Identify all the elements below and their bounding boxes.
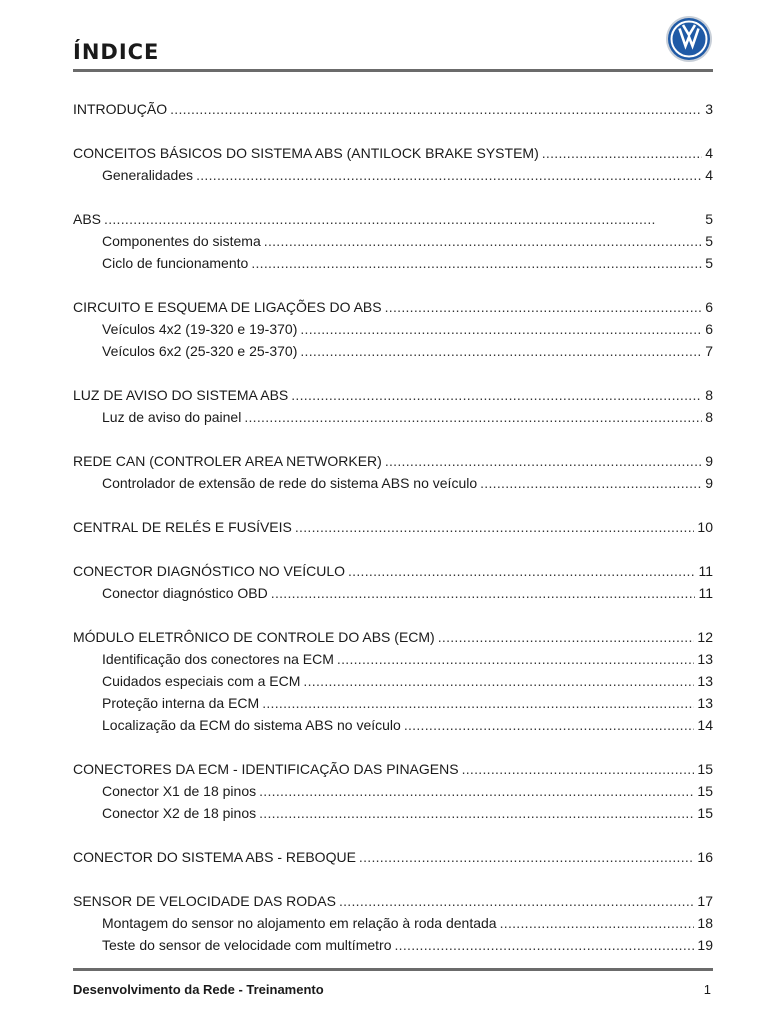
toc-entry-label: REDE CAN (CONTROLER AREA NETWORKER) [73, 453, 382, 469]
toc-page-number: 16 [697, 849, 713, 865]
toc-entry-label: Conector X2 de 18 pinos [102, 805, 257, 821]
toc-entry[interactable] [73, 450, 713, 472]
dot-leader [404, 714, 695, 736]
toc-entry-label: Componentes do sistema [102, 233, 261, 249]
toc-subentry[interactable] [73, 340, 713, 362]
toc-entry-label: Ciclo de funcionamento [102, 255, 249, 271]
dot-leader [196, 164, 702, 186]
dot-leader [104, 208, 702, 230]
toc-entry[interactable] [73, 516, 713, 538]
toc-page-number: 4 [705, 145, 713, 161]
dot-leader [385, 296, 703, 318]
toc-page-number: 17 [697, 893, 713, 909]
toc-page-number: 10 [697, 519, 713, 535]
toc-entry-label: CONCEITOS BÁSICOS DO SISTEMA ABS (ANTILOCK BRAKE SYSTEM) [73, 145, 539, 161]
toc-entry[interactable] [73, 384, 713, 406]
toc-entry[interactable] [73, 890, 713, 912]
toc-entry-label: SENSOR DE VELOCIDADE DAS RODAS [73, 893, 336, 909]
dot-leader [359, 846, 695, 868]
toc-subentry[interactable] [73, 648, 713, 670]
toc-page-number: 13 [697, 651, 713, 667]
dot-leader [295, 516, 695, 538]
toc-page-number: 13 [697, 673, 713, 689]
toc-entry-label: Cuidados especiais com a ECM [102, 673, 301, 689]
toc-subentry[interactable] [73, 802, 713, 824]
toc-entry-label: CIRCUITO E ESQUEMA DE LIGAÇÕES DO ABS [73, 299, 382, 315]
toc-group [73, 846, 713, 868]
toc-page-number: 11 [698, 585, 713, 601]
toc-subentry[interactable] [73, 912, 713, 934]
toc-entry[interactable] [73, 98, 713, 120]
toc-page-number: 4 [705, 167, 713, 183]
toc-page-number: 8 [705, 387, 713, 403]
dot-leader [271, 582, 696, 604]
dot-leader [262, 692, 694, 714]
dot-leader [259, 802, 694, 824]
toc-entry[interactable] [73, 846, 713, 868]
toc-group [73, 890, 713, 956]
toc-entry[interactable] [73, 142, 713, 164]
toc-entry-label: Conector X1 de 18 pinos [102, 783, 257, 799]
toc-page-number: 3 [705, 101, 713, 117]
dot-leader [259, 780, 694, 802]
toc-subentry[interactable] [73, 230, 713, 252]
toc-entry[interactable] [73, 296, 713, 318]
toc-group [73, 98, 713, 120]
dot-leader [170, 98, 702, 120]
toc-entry-label: Generalidades [102, 167, 194, 183]
dot-leader [337, 648, 695, 670]
dot-leader [264, 230, 702, 252]
toc-entry-label: CONECTOR DO SISTEMA ABS - REBOQUE [73, 849, 356, 865]
toc-entry-label: MÓDULO ELETRÔNICO DE CONTROLE DO ABS (ECM) [73, 629, 435, 645]
toc-group [73, 384, 713, 428]
toc-page-number: 12 [697, 629, 713, 645]
toc-entry-label: CONECTOR DIAGNÓSTICO NO VEÍCULO [73, 563, 345, 579]
dot-leader [385, 450, 702, 472]
dot-leader [394, 934, 694, 956]
toc-subentry[interactable] [73, 582, 713, 604]
footer-divider [73, 968, 713, 971]
dot-leader [348, 560, 695, 582]
toc-subentry[interactable] [73, 692, 713, 714]
toc-page-number: 5 [705, 211, 713, 227]
toc-entry-label: INTRODUÇÃO [73, 101, 168, 117]
toc-page-number: 19 [697, 937, 713, 953]
dot-leader [480, 472, 702, 494]
dot-leader [244, 406, 702, 428]
dot-leader [303, 670, 694, 692]
toc-entry[interactable] [73, 208, 713, 230]
footer-text: Desenvolvimento da Rede - Treinamento [73, 982, 324, 997]
toc-page-number: 14 [697, 717, 713, 733]
toc-entry[interactable] [73, 758, 713, 780]
toc-page-number: 15 [697, 783, 713, 799]
toc-group [73, 560, 713, 604]
toc-subentry[interactable] [73, 472, 713, 494]
toc-page-number: 15 [697, 761, 713, 777]
toc-entry-label: Teste do sensor de velocidade com multímetro [102, 937, 392, 953]
toc-subentry[interactable] [73, 164, 713, 186]
toc-group [73, 208, 713, 274]
toc-entry-label: Veículos 4x2 (19-320 e 19-370) [102, 321, 298, 337]
toc-entry-label: Luz de aviso do painel [102, 409, 242, 425]
toc-page-number: 8 [705, 409, 713, 425]
dot-leader [300, 318, 702, 340]
dot-leader [251, 252, 702, 274]
toc-group [73, 296, 713, 362]
toc-entry-label: ABS [73, 211, 102, 227]
toc-subentry[interactable] [73, 318, 713, 340]
toc-page-number: 11 [698, 563, 713, 579]
toc-page-number: 5 [705, 233, 713, 249]
toc-page-number: 7 [705, 343, 713, 359]
toc-entry[interactable] [73, 626, 713, 648]
toc-page-number: 13 [697, 695, 713, 711]
toc-page-number: 6 [705, 321, 713, 337]
dot-leader [500, 912, 695, 934]
dot-leader [542, 142, 702, 164]
footer-page-number: 1 [703, 982, 711, 997]
toc-page-number: 18 [697, 915, 713, 931]
toc-subentry[interactable] [73, 780, 713, 802]
dot-leader [339, 890, 694, 912]
toc-page-number: 9 [705, 475, 713, 491]
table-of-contents [73, 98, 713, 978]
toc-subentry[interactable] [73, 252, 713, 274]
toc-entry-label: Identificação dos conectores na ECM [102, 651, 334, 667]
page-title: ÍNDICE [73, 40, 160, 64]
dot-leader [438, 626, 695, 648]
volkswagen-logo-icon [665, 15, 713, 63]
dot-leader [462, 758, 695, 780]
toc-subentry[interactable] [73, 670, 713, 692]
toc-group [73, 516, 713, 538]
toc-group [73, 450, 713, 494]
toc-subentry[interactable] [73, 714, 713, 736]
toc-subentry[interactable] [73, 406, 713, 428]
toc-entry-label: CENTRAL DE RELÉS E FUSÍVEIS [73, 519, 292, 535]
toc-entry-label: Montagem do sensor no alojamento em relação à roda dentada [102, 915, 497, 931]
toc-page-number: 5 [705, 255, 713, 271]
toc-entry-label: CONECTORES DA ECM - IDENTIFICAÇÃO DAS PINAGENS [73, 761, 459, 777]
toc-group [73, 142, 713, 186]
toc-page-number: 6 [705, 299, 713, 315]
toc-page-number: 15 [697, 805, 713, 821]
toc-group [73, 626, 713, 736]
toc-page-number: 9 [705, 453, 713, 469]
header-divider [73, 69, 713, 72]
toc-group [73, 758, 713, 824]
toc-entry-label: Conector diagnóstico OBD [102, 585, 268, 601]
dot-leader [291, 384, 702, 406]
dot-leader [300, 340, 702, 362]
toc-entry-label: Controlador de extensão de rede do sistema ABS no veículo [102, 475, 478, 491]
toc-entry-label: Veículos 6x2 (25-320 e 25-370) [102, 343, 298, 359]
toc-subentry[interactable] [73, 934, 713, 956]
toc-entry-label: LUZ DE AVISO DO SISTEMA ABS [73, 387, 289, 403]
toc-entry[interactable] [73, 560, 713, 582]
toc-entry-label: Proteção interna da ECM [102, 695, 260, 711]
toc-entry-label: Localização da ECM do sistema ABS no veículo [102, 717, 401, 733]
